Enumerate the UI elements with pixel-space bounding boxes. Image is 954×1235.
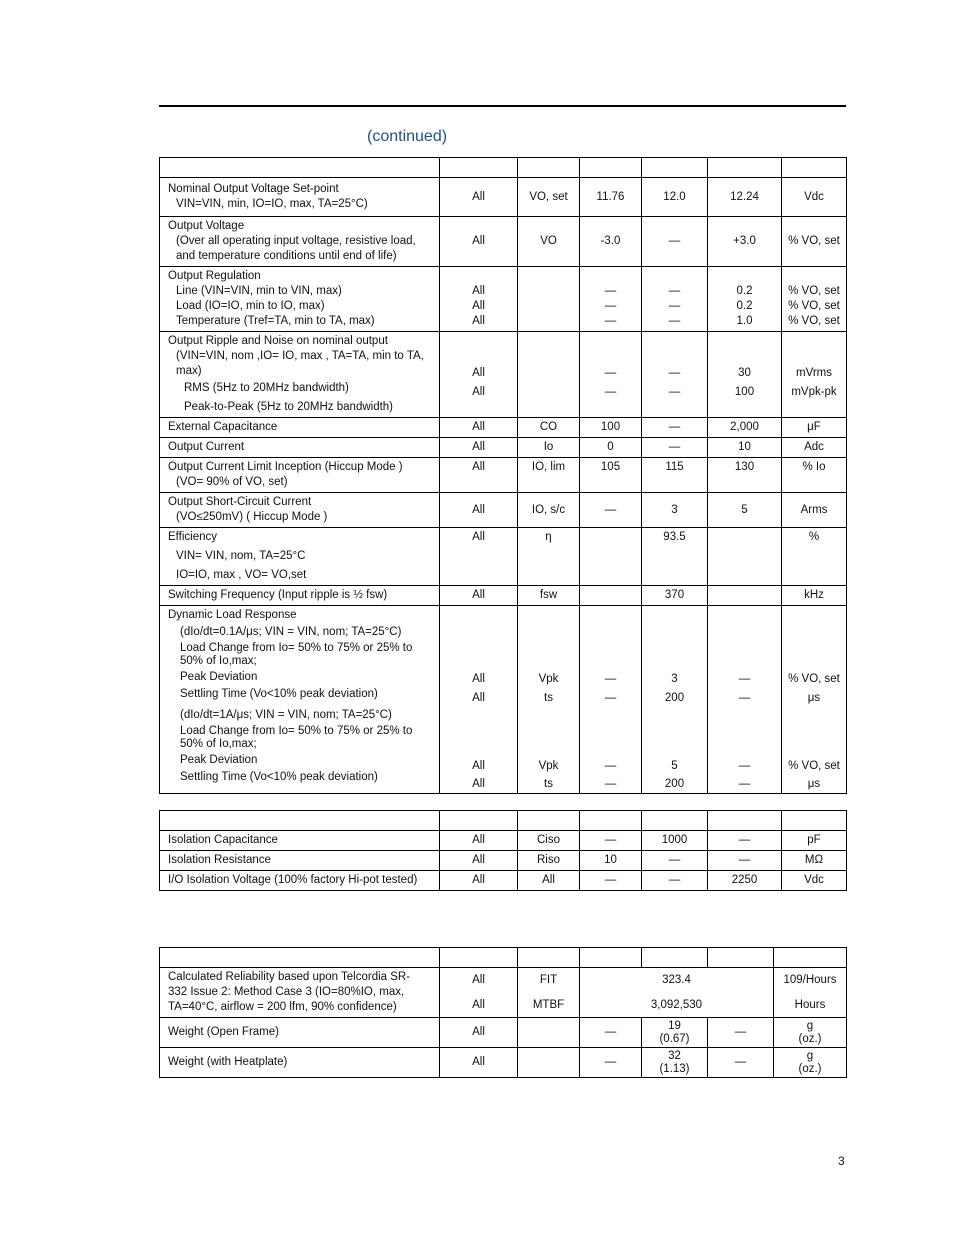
device-cell: All [440,1048,518,1078]
unit-cell: % VO, set [782,217,847,267]
param-label: Output Ripple and Noise on nominal output [168,335,388,347]
unit-cell: μF [782,418,847,438]
typ-cell: 32 (1.13) [642,1048,708,1078]
param-condition: Peak Deviation [180,671,258,683]
param-condition: Settling Time (Vo<10% peak deviation) [180,688,378,700]
device-cell: All [440,493,518,528]
table-row [160,458,847,493]
param-label: Isolation Resistance [160,851,440,871]
param-label: Efficiency [168,531,218,543]
device-cell: All All All All [440,606,518,794]
param-condition: 50% of Io,max; [180,655,257,667]
table-header-row [160,948,847,968]
symbol-cell: Io [518,438,580,458]
table-row [160,831,847,851]
unit-cell: % Io [782,458,847,493]
table-row [160,851,847,871]
symbol-cell: All [518,871,580,891]
table-header-row [160,811,847,831]
device-cell: All [440,851,518,871]
max-cell: — [708,1048,774,1078]
device-cell: All [440,871,518,891]
param-condition: Temperature (Tref=TA, min to TA, max) [176,315,375,327]
min-cell [580,586,642,606]
device-cell: All [440,831,518,851]
unit-cell: g (oz.) [774,1048,847,1078]
param-condition: VIN= VIN, nom, TA=25°C [176,550,306,562]
param-condition: VIN=VIN, min, IO=IO, max, TA=25°C) [176,198,368,210]
continued-heading: (continued) [367,128,448,145]
symbol-cell: IO, lim [518,458,580,493]
min-cell: — [580,1018,642,1048]
max-cell: +3.0 [708,217,782,267]
symbol-cell [518,1048,580,1078]
header-rule [159,105,846,107]
table-row [160,332,847,418]
device-cell: All All [440,968,518,1018]
table-row [160,217,847,267]
param-condition: (VIN=VIN, nom ,IO= IO, max , TA=TA, min to TA, max) [176,350,424,377]
param-condition: (Over all operating input voltage, resistive load, [176,235,416,247]
min-cell: — — — — [580,606,642,794]
table-row [160,871,847,891]
param-label: External Capacitance [160,418,440,438]
min-cell: — [580,493,642,528]
max-cell [708,528,782,586]
typ-cell: — [642,851,708,871]
unit-cell: Arms [782,493,847,528]
table-row [160,1048,847,1078]
param-condition: (VO= 90% of VO, set) [176,476,288,488]
table-row [160,267,847,332]
param-cell [160,217,440,267]
param-cell [160,267,440,332]
param-condition: (dIo/dt=1A/μs; VIN = VIN, nom; TA=25°C) [180,709,392,721]
table-row [160,606,847,794]
general-specifications-table [159,947,847,1078]
typ-cell: — [642,871,708,891]
device-cell: All [440,178,518,217]
param-label: Output Regulation [168,270,261,282]
device-cell: All All All [440,267,518,332]
min-cell: 11.76 [580,178,642,217]
param-condition: and temperature conditions until end of life) [176,250,397,262]
min-cell: — [580,1048,642,1078]
max-cell: — — — — [708,606,782,794]
table-row [160,1018,847,1048]
unit-cell: Adc [782,438,847,458]
param-cell [160,528,440,586]
table-row [160,418,847,438]
device-cell: All [440,528,518,586]
param-label: Isolation Capacitance [160,831,440,851]
device-cell: All [440,217,518,267]
unit-cell: Vdc [782,178,847,217]
param-label: Switching Frequency (Input ripple is ½ fsw) [160,586,440,606]
max-cell: — [708,1018,774,1048]
max-cell: — [708,831,782,851]
param-condition: RMS (5Hz to 20MHz bandwidth) [184,382,349,394]
typ-cell: 370 [642,586,708,606]
symbol-cell: Vpk ts Vpk ts [518,606,580,794]
max-cell: 30 100 [708,332,782,418]
table-row [160,968,847,1018]
param-condition: (dIo/dt=0.1A/μs; VIN = VIN, nom; TA=25°C) [180,626,402,638]
min-cell: — [580,831,642,851]
param-condition: Settling Time (Vo<10% peak deviation) [180,771,378,783]
min-cell: 0 [580,438,642,458]
param-cell [160,332,440,418]
param-condition: Peak Deviation [180,754,258,766]
param-cell [160,178,440,217]
symbol-cell: η [518,528,580,586]
param-condition: Load (IO=IO, min to IO, max) [176,300,325,312]
page-number: 3 [838,1154,845,1168]
value-cell: 323.4 3,092,530 [580,968,774,1018]
max-cell: 0.2 0.2 1.0 [708,267,782,332]
max-cell: — [708,851,782,871]
param-condition: IO=IO, max , VO= VO,set [176,569,307,581]
param-condition: Load Change from Io= 50% to 75% or 25% to [180,725,413,737]
device-cell: All [440,418,518,438]
param-label: Output Voltage [168,220,245,232]
unit-cell: 109/Hours Hours [774,968,847,1018]
unit-cell: % [782,528,847,586]
table-row [160,586,847,606]
typ-cell: — [642,217,708,267]
param-label: 332 Issue 2: Method Case 3 (IO=80%IO, max, [168,986,405,998]
max-cell: 12.24 [708,178,782,217]
unit-cell: MΩ [782,851,847,871]
symbol-cell: Riso [518,851,580,871]
unit-cell: Vdc [782,871,847,891]
device-cell: All [440,1018,518,1048]
min-cell: — [580,871,642,891]
param-label: I/O Isolation Voltage (100% factory Hi-pot tested) [160,871,440,891]
param-cell [160,606,440,794]
device-cell: All All [440,332,518,418]
typ-cell: 1000 [642,831,708,851]
min-cell: — — — [580,267,642,332]
min-cell: 100 [580,418,642,438]
max-cell [708,586,782,606]
param-label: Weight (Open Frame) [160,1018,440,1048]
param-condition: 50% of Io,max; [180,738,257,750]
typ-cell: 115 [642,458,708,493]
param-condition: Line (VIN=VIN, min to VIN, max) [176,285,342,297]
unit-cell: g (oz.) [774,1018,847,1048]
min-cell [580,528,642,586]
param-label: Weight (with Heatplate) [160,1048,440,1078]
param-label: Nominal Output Voltage Set-point [168,183,339,195]
max-cell: 10 [708,438,782,458]
device-cell: All [440,438,518,458]
max-cell: 2,000 [708,418,782,438]
symbol-cell: CO [518,418,580,438]
param-condition: Load Change from Io= 50% to 75% or 25% to [180,642,413,654]
param-label: Calculated Reliability based upon Telcordia SR- [168,971,411,983]
symbol-cell: VO [518,217,580,267]
table-row [160,178,847,217]
table-row [160,528,847,586]
min-cell: 105 [580,458,642,493]
unit-cell: % VO, set μs % VO, set μs [782,606,847,794]
min-cell: 10 [580,851,642,871]
unit-cell: mVrms mVpk-pk [782,332,847,418]
param-label: Output Current Limit Inception (Hiccup Mode ) [168,461,403,473]
table-row [160,438,847,458]
param-cell [160,968,440,1018]
param-label: TA=40°C, airflow = 200 lfm, 90% confidence) [168,1001,397,1013]
typ-cell: 19 (0.67) [642,1018,708,1048]
device-cell: All [440,586,518,606]
typ-cell: — [642,438,708,458]
max-cell: 5 [708,493,782,528]
param-condition: Peak-to-Peak (5Hz to 20MHz bandwidth) [184,401,394,413]
param-label: Dynamic Load Response [168,609,297,621]
symbol-cell: FIT MTBF [518,968,580,1018]
device-cell: All [440,458,518,493]
param-cell [160,493,440,528]
table-header-row [160,158,847,178]
unit-cell: pF [782,831,847,851]
param-label: Output Current [160,438,440,458]
symbol-cell [518,267,580,332]
max-cell: 2250 [708,871,782,891]
typ-cell: 93.5 [642,528,708,586]
max-cell: 130 [708,458,782,493]
unit-cell: kHz [782,586,847,606]
min-cell: -3.0 [580,217,642,267]
output-specifications-table [159,157,847,794]
isolation-specifications-table [159,810,847,891]
typ-cell: — [642,418,708,438]
typ-cell: 3 200 5 200 [642,606,708,794]
symbol-cell [518,1018,580,1048]
typ-cell: — — [642,332,708,418]
symbol-cell: VO, set [518,178,580,217]
param-cell [160,458,440,493]
param-label: Output Short-Circuit Current [168,496,312,508]
symbol-cell: Ciso [518,831,580,851]
unit-cell: % VO, set % VO, set % VO, set [782,267,847,332]
typ-cell: 3 [642,493,708,528]
typ-cell: 12.0 [642,178,708,217]
symbol-cell: fsw [518,586,580,606]
param-condition: (VO≤250mV) ( Hiccup Mode ) [176,511,328,523]
table-row [160,493,847,528]
typ-cell: — — — [642,267,708,332]
symbol-cell: IO, s/c [518,493,580,528]
symbol-cell [518,332,580,418]
min-cell: — — [580,332,642,418]
